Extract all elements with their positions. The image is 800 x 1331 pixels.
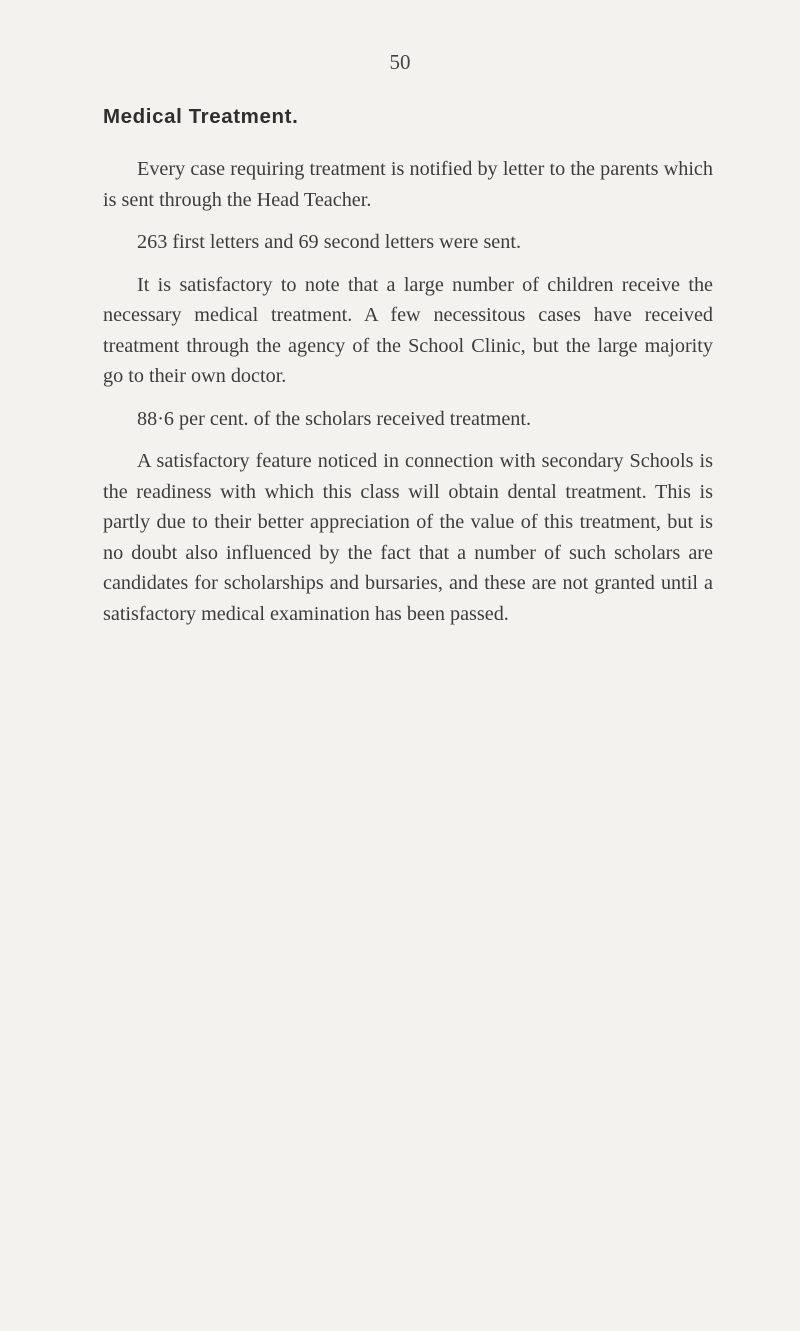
page-number: 50 — [389, 50, 411, 74]
paragraph-letters-sent: 263 first letters and 69 second letters were sent. — [137, 231, 522, 253]
paragraph-treatment-received: It is satisfactory to note that a large number of children receive the necessary medical treatment. A few necessitous cases have received treatment through the agency of the School Clinic, but the large majority go to their own doctor. — [103, 273, 713, 387]
section-heading: Medical Treatment. — [103, 105, 299, 128]
paragraph-notification: Every case requiring treatment is notified by letter to the parents which is sent through the Head Teacher. — [103, 158, 713, 211]
paragraph-percentage: 88·6 per cent. of the scholars received treatment. — [137, 407, 532, 430]
section-medical-treatment — [103, 102, 713, 641]
paragraph-secondary-schools: A satisfactory feature noticed in connection with secondary Schools is the readiness with which this class will obtain dental treatment. This is partly due to their better appreciation of the value of this treatment, but is no doubt also influenced by the fact that a number of such scholars are candidates for scholarships and bursaries, and these are not granted until a satisfactory medical examination has been passed. — [103, 450, 713, 625]
